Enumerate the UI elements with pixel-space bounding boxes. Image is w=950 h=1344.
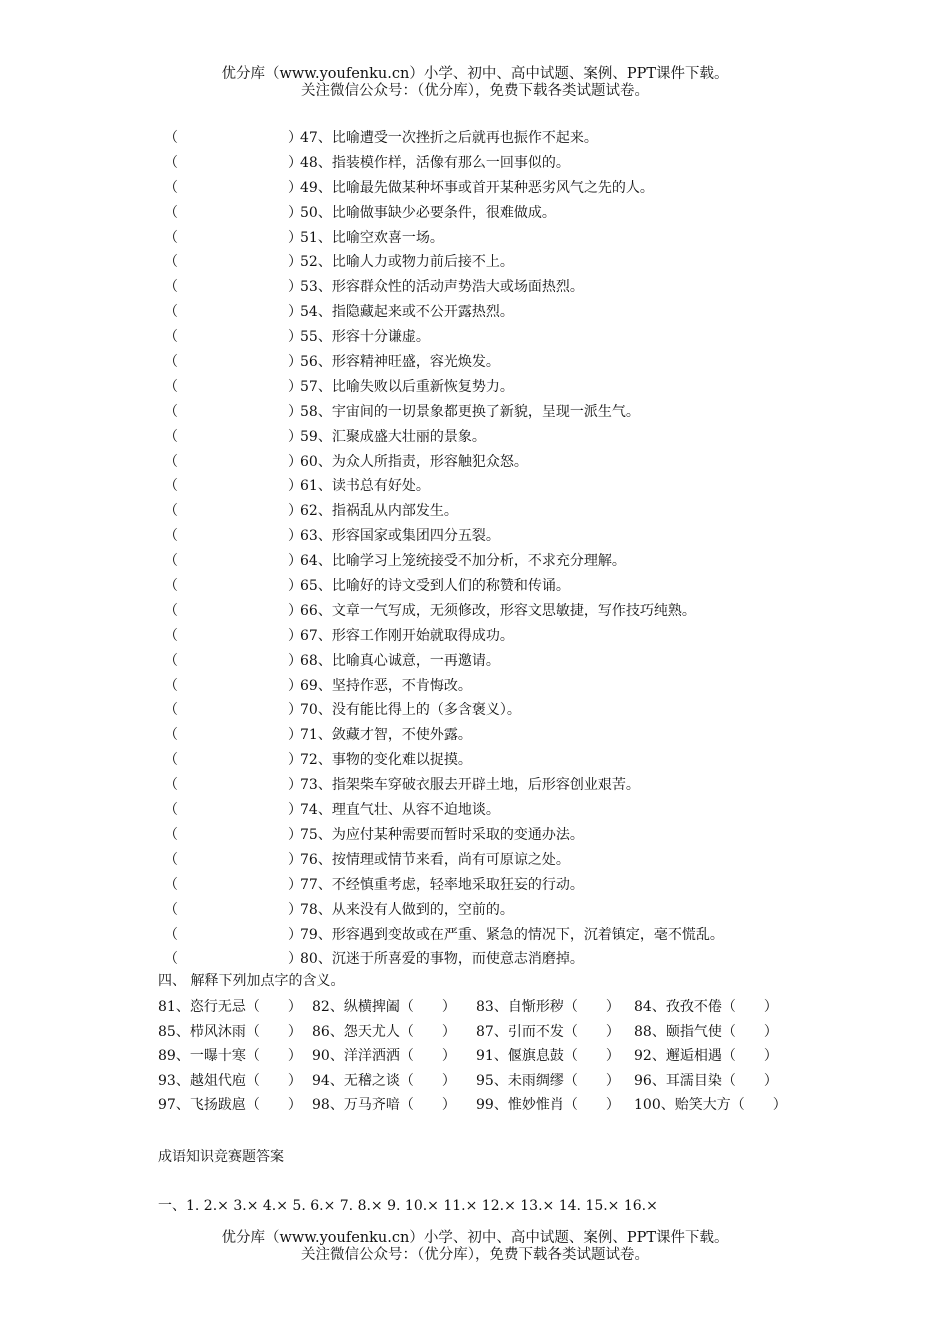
header-line-2: 关注微信公众号：（优分库），免费下载各类试题试卷。 (301, 83, 649, 99)
question-row (158, 499, 918, 524)
idiom-grid-item: 100、贻笑大方（ ） (634, 1097, 787, 1114)
answer-blank-open-paren: （ (164, 229, 178, 246)
answer-blank-open-paren: （ (164, 329, 178, 346)
question-text: 49、比喻最先做某种坏事或首开某种恶劣风气之先的人。 (300, 179, 654, 196)
answer-blank-open-paren: （ (164, 926, 178, 943)
question-text: 67、形容工作刚开始就取得成功。 (300, 627, 514, 644)
question-text: 65、比喻好的诗文受到人们的称赞和传诵。 (300, 578, 570, 595)
question-row (158, 649, 918, 674)
answer-blank-close-paren: ） (288, 154, 302, 171)
idiom-grid-item: 82、纵横捭阖（ ） (312, 999, 456, 1015)
question-text: 69、坚持作恶，不肯悔改。 (300, 677, 472, 694)
answer-title: 成语知识竞赛题答案 (158, 1149, 284, 1165)
question-text: 60、为众人所指责，形容触犯众怒。 (300, 453, 528, 470)
answer-blank-open-paren: （ (164, 702, 178, 719)
answer-blank-open-paren: （ (164, 254, 178, 271)
idiom-grid-item: 89、一曝十寒（ ） (158, 1048, 302, 1065)
question-text: 57、比喻失败以后重新恢复势力。 (300, 378, 514, 395)
question-text: 75、为应付某种需要而暂时采取的变通办法。 (300, 826, 584, 843)
question-text: 72、事物的变化难以捉摸。 (300, 752, 472, 769)
question-text: 78、从来没有人做到的，空前的。 (300, 901, 514, 918)
answer-blank-close-paren: ） (288, 702, 302, 719)
question-row (158, 450, 918, 475)
answer-blank-open-paren: （ (164, 130, 178, 146)
answer-blank-close-paren: ） (288, 652, 302, 669)
answer-blank-close-paren: ） (288, 503, 302, 520)
answer-blank-open-paren: （ (164, 478, 178, 495)
idiom-grid-item: 83、自惭形秽（ ） (476, 999, 620, 1015)
answer-blank-open-paren: （ (164, 826, 178, 843)
idiom-grid-item: 85、栉风沐雨（ ） (158, 1023, 302, 1040)
question-row (158, 923, 918, 948)
idiom-grid-item: 96、耳濡目染（ ） (634, 1072, 778, 1089)
question-text: 71、敛藏才智，不使外露。 (300, 727, 472, 744)
idiom-grid-item: 86、怨天尤人（ ） (312, 1023, 456, 1040)
question-text: 53、形容群众性的活动声势浩大或场面热烈。 (300, 279, 584, 296)
question-text: 68、比喻真心诚意，一再邀请。 (300, 652, 500, 669)
answer-blank-open-paren: （ (164, 802, 178, 819)
answer-blank-close-paren: ） (288, 403, 302, 420)
answer-blank-open-paren: （ (164, 204, 178, 221)
question-row (158, 400, 918, 425)
answer-blank-open-paren: （ (164, 354, 178, 371)
question-text: 74、理直气壮、从容不迫地谈。 (300, 802, 500, 819)
answer-blank-open-paren: （ (164, 503, 178, 520)
idiom-grid-item: 98、万马齐喑（ ） (312, 1097, 456, 1114)
idiom-grid-item: 87、引而不发（ ） (476, 1023, 620, 1040)
idiom-grid-item: 99、惟妙惟肖（ ） (476, 1097, 620, 1114)
question-row (158, 524, 918, 549)
answer-blank-close-paren: ） (288, 802, 302, 819)
answer-blank-close-paren: ） (288, 354, 302, 371)
section-4-title: 四、 解释下列加点字的含义。 (158, 973, 345, 989)
answer-blank-close-paren: ） (288, 179, 302, 196)
answer-blank-open-paren: （ (164, 752, 178, 769)
question-text: 62、指祸乱从内部发生。 (300, 503, 458, 520)
question-text: 80、沉迷于所喜爱的事物，而使意志消磨掉。 (300, 951, 584, 968)
page-header (0, 66, 950, 100)
question-row (158, 599, 918, 624)
question-row (158, 151, 918, 176)
idiom-question-list (158, 126, 918, 972)
answer-blank-open-paren: （ (164, 627, 178, 644)
answer-blank-open-paren: （ (164, 727, 178, 744)
question-row (158, 574, 918, 599)
question-row (158, 748, 918, 773)
answer-blank-close-paren: ） (288, 204, 302, 221)
answer-blank-close-paren: ） (288, 453, 302, 470)
answer-blank-open-paren: （ (164, 279, 178, 296)
question-text: 48、指装模作样，活像有那么一回事似的。 (300, 154, 570, 171)
question-text: 76、按情理或情节来看，尚有可原谅之处。 (300, 851, 570, 868)
answer-blank-open-paren: （ (164, 602, 178, 619)
answer-blank-close-paren: ） (288, 478, 302, 495)
answer-blank-open-paren: （ (164, 154, 178, 171)
question-row (158, 624, 918, 649)
answer-blank-open-paren: （ (164, 378, 178, 395)
question-row (158, 698, 918, 723)
question-text: 73、指架柴车穿破衣服去开辟土地，后形容创业艰苦。 (300, 777, 640, 794)
question-text: 64、比喻学习上笼统接受不加分析，不求充分理解。 (300, 553, 626, 570)
question-text: 55、形容十分谦虚。 (300, 329, 430, 346)
answer-blank-open-paren: （ (164, 453, 178, 470)
answer-blank-close-paren: ） (288, 777, 302, 794)
answer-blank-close-paren: ） (288, 926, 302, 943)
question-row (158, 275, 918, 300)
answer-blank-open-paren: （ (164, 677, 178, 694)
answer-blank-close-paren: ） (288, 378, 302, 395)
idiom-grid-item: 93、越俎代庖（ ） (158, 1072, 302, 1089)
question-row (158, 674, 918, 699)
question-row (158, 226, 918, 251)
answer-line-1: 一、1. 2.× 3.× 4.× 5. 6.× 7. 8.× 9. 10.× 11.× 12.× 13.× 14. 15.× 16.× (158, 1198, 658, 1214)
question-row (158, 474, 918, 499)
question-text: 59、汇聚成盛大壮丽的景象。 (300, 428, 486, 445)
answer-blank-close-paren: ） (288, 304, 302, 321)
question-text: 58、宇宙间的一切景象都更换了新貌，呈现一派生气。 (300, 403, 640, 420)
question-row (158, 176, 918, 201)
question-row (158, 873, 918, 898)
answer-blank-close-paren: ） (288, 951, 302, 968)
idiom-grid-item: 90、洋洋洒洒（ ） (312, 1048, 456, 1065)
answer-blank-close-paren: ） (288, 752, 302, 769)
answer-blank-close-paren: ） (288, 901, 302, 918)
question-text: 56、形容精神旺盛，容光焕发。 (300, 354, 500, 371)
answer-blank-open-paren: （ (164, 403, 178, 420)
answer-blank-open-paren: （ (164, 578, 178, 595)
page-footer (0, 1230, 950, 1264)
idiom-grid-item: 92、邂逅相遇（ ） (634, 1048, 778, 1065)
question-row (158, 723, 918, 748)
answer-blank-close-paren: ） (288, 826, 302, 843)
answer-blank-close-paren: ） (288, 553, 302, 570)
header-line-1: 优分库（www.youfenku.cn）小学、初中、高中试题、案例、PPT课件下载。 (221, 66, 729, 82)
answer-blank-close-paren: ） (288, 876, 302, 893)
answer-blank-open-paren: （ (164, 901, 178, 918)
question-row (158, 300, 918, 325)
question-text: 77、不经慎重考虑，轻率地采取狂妄的行动。 (300, 876, 584, 893)
answer-blank-close-paren: ） (288, 602, 302, 619)
answer-blank-close-paren: ） (288, 130, 302, 146)
question-row (158, 549, 918, 574)
answer-blank-open-paren: （ (164, 179, 178, 196)
question-text: 70、没有能比得上的（多含褒义）。 (300, 702, 521, 719)
answer-blank-close-paren: ） (288, 578, 302, 595)
question-row (158, 773, 918, 798)
question-row (158, 325, 918, 350)
answer-blank-close-paren: ） (288, 254, 302, 271)
answer-blank-close-paren: ） (288, 428, 302, 445)
answer-blank-close-paren: ） (288, 677, 302, 694)
question-row (158, 898, 918, 923)
answer-blank-open-paren: （ (164, 876, 178, 893)
answer-blank-open-paren: （ (164, 528, 178, 545)
answer-blank-open-paren: （ (164, 428, 178, 445)
question-row (158, 798, 918, 823)
answer-blank-close-paren: ） (288, 727, 302, 744)
question-text: 63、形容国家或集团四分五裂。 (300, 528, 500, 545)
footer-line-1: 优分库（www.youfenku.cn）小学、初中、高中试题、案例、PPT课件下载。 (221, 1230, 729, 1246)
answer-blank-open-paren: （ (164, 652, 178, 669)
question-text: 54、指隐藏起来或不公开露热烈。 (300, 304, 514, 321)
idiom-grid-item: 81、恣行无忌（ ） (158, 999, 302, 1015)
question-row (158, 848, 918, 873)
question-text: 79、形容遇到变故或在严重、紧急的情况下，沉着镇定，毫不慌乱。 (300, 926, 724, 943)
idiom-grid-item: 84、孜孜不倦（ ） (634, 999, 778, 1015)
idiom-grid-item: 88、颐指气使（ ） (634, 1023, 778, 1040)
idiom-grid-item: 95、未雨绸缪（ ） (476, 1072, 620, 1089)
question-text: 52、比喻人力或物力前后接不上。 (300, 254, 514, 271)
answer-blank-open-paren: （ (164, 304, 178, 321)
idiom-grid-item: 97、飞扬跋扈（ ） (158, 1097, 302, 1114)
answer-blank-open-paren: （ (164, 851, 178, 868)
question-row (158, 425, 918, 450)
question-row (158, 823, 918, 848)
question-row (158, 126, 918, 151)
answer-blank-close-paren: ） (288, 229, 302, 246)
answer-blank-close-paren: ） (288, 851, 302, 868)
answer-blank-open-paren: （ (164, 553, 178, 570)
idiom-grid-item: 91、偃旗息鼓（ ） (476, 1048, 620, 1065)
answer-blank-open-paren: （ (164, 777, 178, 794)
question-text: 50、比喻做事缺少必要条件，很难做成。 (300, 204, 556, 221)
question-text: 66、文章一气写成，无须修改，形容文思敏捷，写作技巧纯熟。 (300, 602, 696, 619)
question-text: 51、比喻空欢喜一场。 (300, 229, 444, 246)
question-row (158, 947, 918, 972)
footer-line-2: 关注微信公众号：（优分库），免费下载各类试题试卷。 (301, 1247, 649, 1263)
answer-blank-close-paren: ） (288, 528, 302, 545)
answer-blank-close-paren: ） (288, 627, 302, 644)
answer-blank-close-paren: ） (288, 329, 302, 346)
question-row (158, 375, 918, 400)
question-text: 47、比喻遭受一次挫折之后就再也振作不起来。 (300, 130, 598, 146)
question-row (158, 201, 918, 226)
question-row (158, 250, 918, 275)
question-text: 61、读书总有好处。 (300, 478, 430, 495)
question-row (158, 350, 918, 375)
answer-blank-open-paren: （ (164, 951, 178, 968)
idiom-grid-item: 94、无稽之谈（ ） (312, 1072, 456, 1089)
answer-blank-close-paren: ） (288, 279, 302, 296)
